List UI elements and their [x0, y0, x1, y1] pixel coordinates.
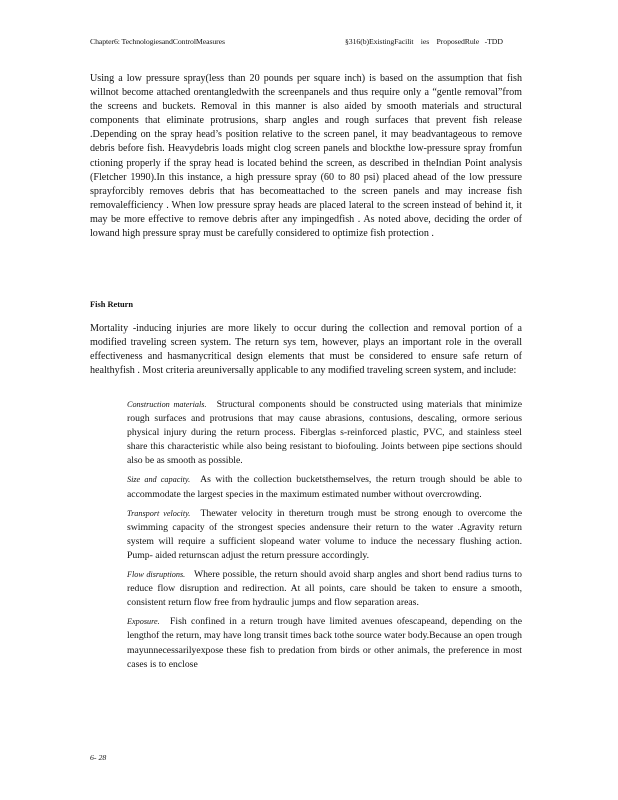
list-item-text: Fish confined in a return trough have limited avenues ofescapeand, depending on the lengthof the return, may have long transit times back tothe source water body.Because an open trough mayunnecessarilyexpose these fish to predation from birds or other animals, the preference in most cases is to enclose: [127, 616, 522, 670]
header-chapter-title: Chapter6: TechnologiesandControlMeasures: [90, 37, 225, 46]
list-item-term: Size and capacity.: [127, 475, 191, 485]
list-item-term: Exposure.: [127, 617, 160, 627]
page-header: [90, 37, 530, 49]
list-item-term: Construction materials.: [127, 400, 207, 409]
list-item: [90, 398, 522, 468]
list-item-term: Flow disruptions.: [127, 570, 186, 580]
list-item-text: Structural components should be constructed using materials that minimize rough surfaces and protrusions that may cause abrasions, contusions, descaling, ormore serious physical injury during the return process. Fiberglas s-reinforced plastic, PVC, and stainless steel share this characteristic while also being resistant to biofouling. Joints between pipe sections should also be as smooth as possible.: [127, 399, 522, 467]
list-item-text: As with the collection bucketsthemselves, the return trough should be able to accommodate the largest species in the maximum estimated number without overcrowding.: [127, 474, 522, 500]
list-item-term: Transport velocity.: [127, 508, 191, 518]
list-item: [90, 615, 522, 671]
body-paragraph-return: Mortality -inducing injuries are more likely to occur during the collection and removal portion of a modified traveling screen system. The return sys tem, however, plays an important role in the overall effectiveness and hasmanycritical design elements that must be considered to ensure safe return of healthyfish . Most criteria areuniversally applicable to any modified traveling screen system, and include:: [90, 323, 522, 377]
list-item: [90, 507, 522, 563]
page-number: 6- 28: [90, 753, 107, 762]
body-paragraph-spray: Using a low pressure spray(less than 20 pounds per square inch) is based on the assumption that fish willnot become attached orentangledwith the screenpanels and thus require only a “gentle removal”from the screens and buckets. Removal in this manner is also aided by smooth materials and structural components that eliminate protrusions, sharp angles and rough surfaces that prevent fish release .Depending on the spray head’s position relative to the screen panel, it may beadvantageous to remove debris before fish. Heavydebris loads might clog screen panels and blockthe low-pressure spray fromfun ctioning properly if the spray head is located behind the screen, as described in theIndian Point analysis (Fletcher 1990).In this instance, a high pressure spray (60 to 80 psi) placed ahead of the low pressure sprayforcibly removes debris that has becomeattached to the screen panels and may increase fish removalefficiency . When low pressure spray heads are placed lateral to the screen instead of behind it, it may be more effective to remove debris after any impingedfish . As noted above, deciding the order of lowand high pressure spray must be carefully considered to optimize fish protection .: [90, 73, 522, 240]
header-section-title: §316(b)ExistingFacilit ies ProposedRule -TDD: [345, 37, 503, 46]
list-item: [90, 473, 522, 501]
section-heading: Fish Return: [90, 300, 134, 309]
criteria-list: [90, 398, 522, 677]
list-item-text: Where possible, the return should avoid sharp angles and short bend radius turns to reduce flow disruption and redirection. At all points, care should be taken to ensure a smooth, consistent return flow free from hydraulic jumps and flow separation areas.: [127, 569, 523, 609]
list-item-text: Thewater velocity in thereturn trough must be strong enough to overcome the swimming capacity of the strongest species andensure their return to the water .Agravity return system will require a sufficient slopeand water volume to induce the necessary flushing action. Pump- aided returnscan adjust the return pressure accordingly.: [127, 507, 523, 561]
list-item: [90, 568, 522, 610]
